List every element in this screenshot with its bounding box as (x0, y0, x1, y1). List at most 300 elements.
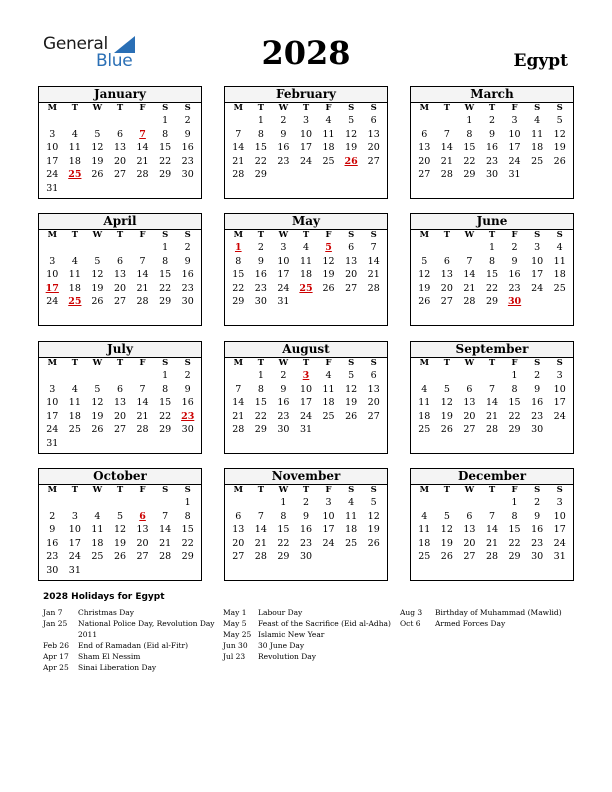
weekday-header: S (184, 358, 191, 368)
day-cell: 25 (418, 424, 431, 436)
day-cell: 28 (463, 296, 476, 308)
day-cell: 26 (440, 424, 453, 436)
day-cell: 18 (531, 142, 544, 154)
day-cell: 1 (280, 497, 287, 508)
month-january (38, 86, 202, 199)
day-cell: 22 (254, 155, 267, 167)
weekday-header: S (556, 230, 563, 240)
day-cell: 12 (322, 255, 335, 267)
day-cell: 7 (257, 510, 264, 522)
day-cell: 30 (181, 169, 194, 181)
day-cell: 2 (49, 510, 56, 522)
day-cell: 29 (508, 551, 521, 563)
weekday-header: M (47, 485, 57, 495)
holiday-date (43, 629, 78, 640)
day-cell: 21 (232, 410, 245, 422)
day-cell: 20 (367, 142, 380, 154)
weekday-header: T (302, 485, 310, 495)
day-cell: 20 (232, 537, 245, 549)
day-cell: 13 (463, 524, 476, 536)
day-cell: 29 (277, 551, 290, 563)
day-cell: 11 (299, 255, 313, 267)
weekday-header: T (71, 485, 79, 495)
day-cell: 12 (418, 269, 431, 281)
month-march (410, 86, 574, 199)
month-name: June (411, 214, 573, 230)
day-grid (411, 230, 573, 309)
day-cell: 29 (181, 551, 194, 563)
day-cell: 22 (463, 155, 476, 167)
day-cell: 19 (113, 537, 127, 549)
empty-day-cell (154, 496, 177, 510)
day-cell: 24 (322, 537, 335, 549)
day-cell: 10 (46, 142, 59, 154)
day-cell: 27 (345, 282, 358, 294)
day-cell: 2 (488, 115, 496, 126)
day-cell: 9 (280, 383, 287, 395)
holiday-name: Feast of the Sacrifice (Eid al-Adha) (258, 619, 391, 628)
weekday-header: M (47, 103, 57, 113)
day-cell: 11 (345, 510, 358, 522)
day-cell: 10 (322, 510, 335, 522)
day-cell: 9 (302, 510, 310, 522)
day-cell: 8 (488, 255, 496, 267)
day-cell: 4 (71, 128, 78, 140)
day-cell: 11 (418, 524, 431, 536)
day-cell: 23 (254, 282, 267, 294)
day-cell: 12 (367, 510, 380, 522)
weekday-header: S (370, 358, 377, 368)
day-cell: 26 (553, 155, 566, 167)
day-cell: 16 (46, 537, 59, 549)
day-cell: 16 (254, 269, 267, 281)
day-cell: 24 (553, 537, 566, 549)
day-cell: 13 (113, 269, 127, 281)
brand-name-general: General (43, 34, 108, 54)
weekday-header: T (443, 485, 451, 495)
day-cell: 20 (367, 397, 380, 409)
weekday-header: W (278, 485, 289, 495)
day-cell: 30 (181, 296, 194, 308)
empty-day-cell (413, 496, 436, 510)
day-cell: 17 (322, 524, 335, 536)
holiday-entry (223, 651, 391, 662)
day-cell: 18 (322, 142, 335, 154)
weekday-header: T (71, 230, 79, 240)
day-cell: 24 (68, 551, 81, 563)
holiday-entry (43, 662, 215, 673)
holiday-name: Armed Forces Day (435, 619, 506, 628)
weekday-header: S (162, 358, 169, 368)
day-cell: 24 (46, 424, 59, 436)
month-name: November (225, 469, 387, 485)
day-cell: 2 (184, 242, 191, 253)
day-cell: 12 (345, 128, 358, 140)
holiday-day-cell: 26 (344, 155, 358, 167)
day-cell: 16 (485, 142, 499, 154)
day-cell: 15 (508, 524, 521, 536)
weekday-header: S (162, 103, 169, 113)
day-cell: 14 (254, 524, 267, 536)
day-cell: 28 (232, 424, 245, 436)
holiday-date: Apr 25 (43, 663, 69, 672)
day-grid (411, 358, 573, 437)
empty-day-cell (436, 114, 459, 128)
day-cell: 26 (91, 169, 104, 181)
day-cell: 4 (71, 255, 78, 267)
day-cell: 8 (280, 510, 287, 522)
day-cell: 12 (553, 128, 566, 140)
day-cell: 10 (299, 128, 313, 140)
day-cell: 31 (299, 424, 313, 436)
day-cell: 25 (322, 410, 335, 422)
day-cell: 27 (440, 296, 453, 308)
empty-day-cell (481, 496, 504, 510)
day-cell: 1 (162, 115, 169, 126)
day-cell: 25 (322, 155, 335, 167)
weekday-header: S (162, 485, 169, 495)
day-cell: 9 (49, 524, 56, 536)
day-cell: 2 (511, 242, 518, 253)
day-cell: 11 (531, 128, 544, 140)
day-cell: 25 (418, 551, 431, 563)
day-cell: 26 (113, 551, 127, 563)
day-cell: 5 (421, 255, 428, 267)
empty-day-cell (481, 369, 504, 383)
weekday-header: F (511, 103, 518, 113)
weekday-header: W (92, 358, 103, 368)
day-cell: 8 (162, 255, 169, 267)
day-cell: 3 (556, 497, 563, 508)
weekday-header: T (116, 485, 124, 495)
weekday-header: T (257, 230, 265, 240)
month-name: March (411, 87, 573, 103)
weekday-header: T (116, 230, 124, 240)
weekday-header: W (464, 485, 475, 495)
holiday-date: May 5 (223, 619, 247, 628)
day-cell: 11 (322, 128, 335, 140)
day-cell: 21 (254, 537, 267, 549)
holiday-date: Oct 6 (400, 619, 421, 628)
day-cell: 29 (485, 296, 499, 308)
day-cell: 8 (235, 255, 242, 267)
day-cell: 14 (232, 397, 245, 409)
day-cell: 19 (553, 142, 566, 154)
day-cell: 23 (181, 282, 194, 294)
day-cell: 13 (440, 269, 453, 281)
holiday-entry (400, 607, 562, 618)
day-cell: 1 (488, 242, 496, 253)
month-name: January (39, 87, 201, 103)
day-cell: 23 (299, 537, 313, 549)
day-cell: 26 (91, 424, 104, 436)
day-cell: 13 (345, 255, 358, 267)
day-cell: 5 (94, 255, 101, 267)
day-cell: 18 (345, 524, 358, 536)
day-cell: 10 (277, 255, 290, 267)
weekday-header: M (233, 230, 243, 240)
day-cell: 6 (348, 242, 355, 253)
weekday-header: W (278, 230, 289, 240)
day-cell: 13 (463, 397, 476, 409)
holiday-day-cell: 1 (234, 242, 242, 253)
day-cell: 9 (257, 255, 264, 267)
day-cell: 10 (553, 383, 566, 395)
empty-day-cell (131, 496, 154, 510)
day-cell: 30 (531, 424, 544, 436)
day-cell: 16 (277, 397, 290, 409)
weekday-header: W (464, 103, 475, 113)
day-cell: 15 (485, 269, 499, 281)
day-grid (39, 485, 201, 578)
day-cell: 4 (325, 115, 332, 126)
day-cell: 2 (534, 497, 541, 508)
empty-day-cell (436, 496, 459, 510)
weekday-header: M (419, 230, 429, 240)
month-november (224, 468, 388, 581)
holiday-date: Feb 26 (43, 641, 69, 650)
day-cell: 11 (418, 397, 431, 409)
holiday-name: Revolution Day (258, 652, 316, 661)
day-cell: 19 (345, 142, 358, 154)
day-cell: 12 (440, 524, 453, 536)
day-cell: 24 (277, 282, 290, 294)
month-october (38, 468, 202, 581)
day-cell: 8 (257, 128, 264, 140)
weekday-header: F (325, 358, 332, 368)
day-cell: 11 (68, 142, 81, 154)
day-cell: 14 (485, 524, 499, 536)
weekday-header: S (534, 103, 541, 113)
weekday-header: T (302, 230, 310, 240)
brand-name-blue: Blue (96, 51, 133, 71)
calendar-year-title: 2028 (261, 34, 351, 72)
day-cell: 17 (508, 142, 521, 154)
day-cell: 23 (277, 410, 290, 422)
month-name: April (39, 214, 201, 230)
day-cell: 24 (46, 296, 59, 308)
empty-day-cell (64, 369, 87, 383)
day-cell: 18 (322, 397, 335, 409)
holiday-name: Christmas Day (78, 608, 134, 617)
day-cell: 10 (553, 510, 566, 522)
day-cell: 27 (463, 551, 476, 563)
day-cell: 21 (136, 410, 149, 422)
day-cell: 31 (46, 437, 59, 449)
day-cell: 16 (181, 397, 194, 409)
holiday-date: May 25 (223, 630, 252, 639)
day-cell: 5 (443, 383, 450, 395)
day-cell: 19 (367, 524, 380, 536)
day-cell: 14 (136, 269, 149, 281)
day-cell: 27 (418, 169, 431, 181)
holiday-entry (43, 651, 215, 662)
day-cell: 1 (257, 370, 264, 381)
day-cell: 28 (232, 169, 245, 181)
weekday-header: S (348, 230, 355, 240)
day-cell: 14 (136, 397, 149, 409)
day-cell: 15 (463, 142, 476, 154)
day-cell: 16 (508, 269, 521, 281)
day-cell: 9 (184, 383, 191, 395)
day-cell: 6 (116, 255, 124, 267)
day-cell: 4 (534, 115, 541, 126)
day-cell: 13 (367, 383, 380, 395)
holiday-day-cell: 17 (45, 282, 59, 294)
day-cell: 18 (553, 269, 566, 281)
day-cell: 22 (277, 537, 290, 549)
day-cell: 4 (421, 510, 428, 522)
day-cell: 23 (181, 155, 194, 167)
month-name: September (411, 342, 573, 358)
day-cell: 23 (277, 155, 290, 167)
weekday-header: T (257, 358, 265, 368)
day-cell: 24 (46, 169, 59, 181)
day-cell: 9 (280, 128, 287, 140)
day-cell: 7 (162, 510, 169, 522)
day-cell: 19 (322, 269, 335, 281)
empty-day-cell (131, 114, 154, 128)
day-cell: 21 (463, 282, 476, 294)
weekday-header: M (233, 358, 243, 368)
day-cell: 8 (511, 383, 518, 395)
empty-day-cell (41, 241, 64, 255)
day-cell: 9 (488, 128, 496, 140)
weekday-header: T (488, 485, 496, 495)
empty-day-cell (458, 369, 481, 383)
day-cell: 2 (280, 370, 287, 381)
month-september (410, 341, 574, 454)
day-cell: 17 (68, 537, 81, 549)
day-cell: 16 (531, 397, 544, 409)
day-cell: 17 (46, 155, 59, 167)
day-grid (225, 103, 387, 182)
day-cell: 25 (553, 282, 566, 294)
holiday-column (223, 607, 391, 662)
day-cell: 31 (68, 564, 81, 576)
empty-day-cell (413, 369, 436, 383)
weekday-header: S (534, 485, 541, 495)
month-name: February (225, 87, 387, 103)
empty-day-cell (458, 496, 481, 510)
day-cell: 15 (181, 524, 194, 536)
day-cell: 26 (345, 410, 358, 422)
weekday-header: T (302, 358, 310, 368)
day-cell: 29 (159, 296, 172, 308)
day-cell: 4 (325, 370, 332, 381)
day-cell: 9 (184, 128, 191, 140)
weekday-header: T (443, 230, 451, 240)
day-cell: 8 (511, 510, 518, 522)
day-cell: 17 (277, 269, 290, 281)
day-cell: 28 (159, 551, 172, 563)
day-cell: 28 (485, 424, 499, 436)
day-cell: 29 (159, 169, 172, 181)
empty-day-cell (109, 496, 132, 510)
day-cell: 18 (68, 282, 81, 294)
day-cell: 24 (531, 282, 544, 294)
day-cell: 5 (443, 510, 450, 522)
day-cell: 29 (159, 424, 172, 436)
day-cell: 19 (91, 282, 104, 294)
day-cell: 20 (440, 282, 453, 294)
day-cell: 31 (553, 551, 566, 563)
day-cell: 14 (463, 269, 476, 281)
day-cell: 24 (508, 155, 521, 167)
day-cell: 16 (181, 269, 194, 281)
day-cell: 30 (46, 564, 59, 576)
weekday-header: M (419, 103, 429, 113)
day-cell: 17 (299, 397, 313, 409)
country-name: Egypt (513, 51, 568, 71)
weekday-header: S (556, 358, 563, 368)
month-may (224, 213, 388, 326)
month-name: December (411, 469, 573, 485)
holiday-name: Islamic New Year (258, 630, 325, 639)
day-cell: 13 (136, 524, 149, 536)
weekday-header: F (139, 485, 146, 495)
day-cell: 11 (91, 524, 104, 536)
day-cell: 17 (299, 142, 313, 154)
day-cell: 17 (553, 397, 566, 409)
holiday-entry (43, 607, 215, 618)
day-cell: 6 (370, 370, 377, 381)
holiday-day-cell: 25 (68, 169, 82, 181)
empty-day-cell (227, 114, 250, 128)
day-cell: 24 (299, 155, 313, 167)
day-cell: 12 (91, 269, 104, 281)
day-cell: 27 (367, 155, 380, 167)
empty-day-cell (41, 369, 64, 383)
day-cell: 9 (511, 255, 518, 267)
holiday-entry (400, 618, 562, 629)
day-cell: 30 (181, 424, 194, 436)
holiday-name: 2011 (78, 630, 98, 639)
day-cell: 19 (91, 410, 104, 422)
day-cell: 30 (531, 551, 544, 563)
day-cell: 22 (254, 410, 267, 422)
day-cell: 7 (466, 255, 473, 267)
day-cell: 7 (370, 242, 377, 253)
day-cell: 14 (367, 255, 380, 267)
day-cell: 26 (418, 296, 431, 308)
day-cell: 10 (299, 383, 313, 395)
day-cell: 28 (367, 282, 380, 294)
weekday-header: S (534, 230, 541, 240)
day-grid (225, 485, 387, 564)
day-grid (411, 103, 573, 182)
day-cell: 4 (94, 510, 101, 522)
holiday-day-cell: 7 (139, 128, 146, 140)
day-cell: 30 (299, 551, 313, 563)
holiday-name: End of Ramadan (Eid al-Fitr) (78, 641, 189, 650)
weekday-header: W (278, 103, 289, 113)
empty-day-cell (250, 496, 273, 510)
day-cell: 12 (113, 524, 127, 536)
day-cell: 13 (418, 142, 431, 154)
day-grid (411, 485, 573, 564)
holiday-day-cell: 5 (325, 242, 332, 253)
weekday-header: T (488, 230, 496, 240)
day-cell: 10 (46, 397, 59, 409)
weekday-header: F (511, 230, 518, 240)
day-cell: 21 (159, 537, 172, 549)
day-cell: 27 (113, 424, 127, 436)
weekday-header: S (348, 485, 355, 495)
day-cell: 29 (508, 424, 521, 436)
day-grid (39, 230, 201, 309)
weekday-header: S (556, 103, 563, 113)
